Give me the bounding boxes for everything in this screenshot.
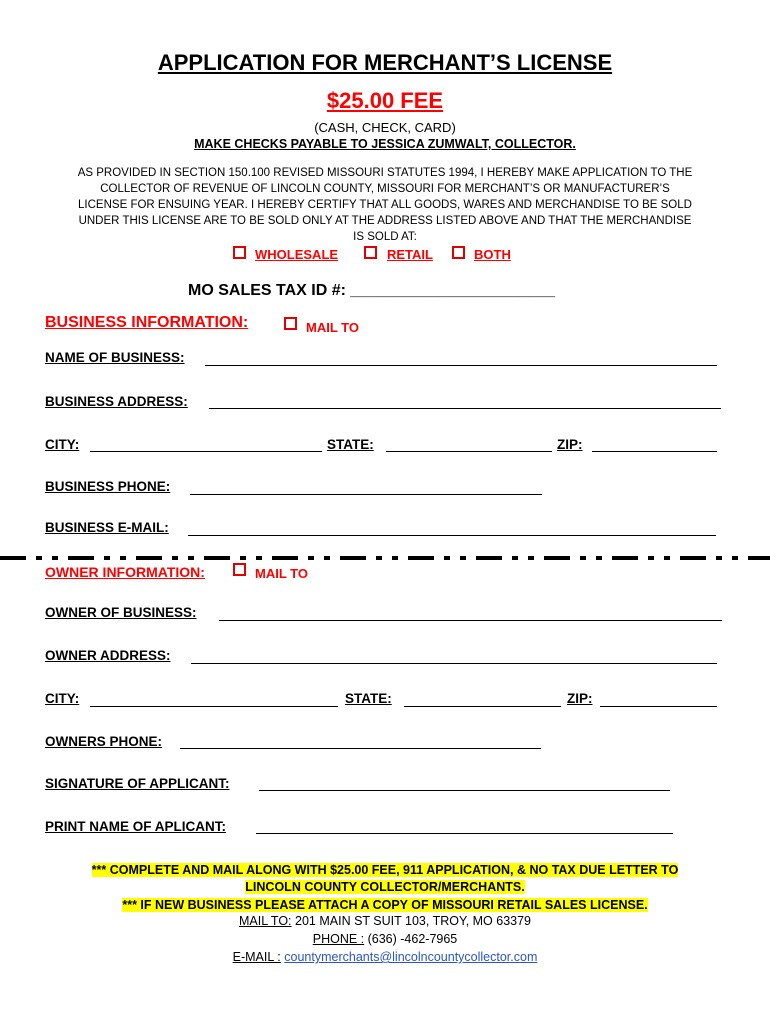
owner-zip-label: ZIP: bbox=[567, 691, 593, 706]
business-state-label: STATE: bbox=[327, 437, 374, 452]
business-phone-label: BUSINESS PHONE: bbox=[45, 479, 171, 494]
owner-phone-field[interactable] bbox=[180, 748, 541, 749]
footer-notice-1 bbox=[0, 861, 770, 879]
business-address-label: BUSINESS ADDRESS: bbox=[45, 394, 188, 409]
tax-id-label: MO SALES TAX ID #: bbox=[188, 282, 346, 299]
mail-to-row bbox=[0, 914, 770, 928]
business-city-field[interactable] bbox=[90, 451, 322, 452]
owner-zip-field[interactable] bbox=[600, 706, 717, 707]
statement-line: AS PROVIDED IN SECTION 150.100 REVISED MISSOURI STATUTES 1994, I HEREBY MAKE APPLICATION TO THE bbox=[77, 167, 693, 179]
owner-state-label: STATE: bbox=[345, 691, 392, 706]
statement-line: IS SOLD AT: bbox=[353, 231, 417, 243]
wholesale-label: WHOLESALE bbox=[255, 247, 339, 262]
tax-id-row bbox=[188, 282, 555, 300]
form-title: APPLICATION FOR MERCHANT’S LICENSE bbox=[157, 50, 613, 75]
fee-amount: $25.00 FEE bbox=[326, 88, 444, 113]
business-zip-label: ZIP: bbox=[557, 437, 583, 452]
owner-city-label: CITY: bbox=[45, 691, 80, 706]
retail-checkbox[interactable] bbox=[364, 246, 377, 259]
owner-state-field[interactable] bbox=[404, 706, 561, 707]
signature-field[interactable] bbox=[259, 790, 670, 791]
owner-city-field[interactable] bbox=[90, 706, 338, 707]
business-name-label: NAME OF BUSINESS: bbox=[45, 350, 185, 365]
business-state-field[interactable] bbox=[386, 451, 552, 452]
notice-line: *** IF NEW BUSINESS PLEASE ATTACH A COPY OF MISSOURI RETAIL SALES LICENSE. bbox=[122, 898, 648, 912]
print-name-label: PRINT NAME OF APLICANT: bbox=[45, 819, 226, 834]
phone-label: PHONE : bbox=[312, 932, 365, 946]
business-name-field[interactable] bbox=[205, 365, 717, 366]
phone-value: (636) -462-7965 bbox=[364, 932, 458, 946]
retail-label: RETAIL bbox=[387, 247, 433, 262]
business-address-field[interactable] bbox=[209, 408, 721, 409]
signature-label: SIGNATURE OF APPLICANT: bbox=[45, 776, 230, 791]
owner-mail-to-checkbox[interactable] bbox=[233, 563, 246, 576]
business-city-label: CITY: bbox=[45, 437, 80, 452]
owner-address-label: OWNER ADDRESS: bbox=[45, 648, 171, 663]
both-label: BOTH bbox=[474, 247, 511, 262]
owner-name-label: OWNER OF BUSINESS: bbox=[45, 605, 197, 620]
business-phone-field[interactable] bbox=[190, 494, 542, 495]
business-zip-field[interactable] bbox=[592, 451, 717, 452]
notice-line: LINCOLN COUNTY COLLECTOR/MERCHANTS. bbox=[245, 880, 525, 894]
license-statement bbox=[40, 165, 730, 245]
owner-name-field[interactable] bbox=[219, 620, 722, 621]
phone-row bbox=[0, 932, 770, 946]
business-email-field[interactable] bbox=[188, 535, 716, 536]
print-name-field[interactable] bbox=[256, 833, 673, 834]
statement-line: COLLECTOR OF REVENUE OF LINCOLN COUNTY, MISSOURI FOR MERCHANT’S OR MANUFACTURER’S bbox=[100, 183, 670, 195]
section-separator bbox=[0, 548, 770, 554]
statement-line: LICENSE FOR ENSUING YEAR. I HEREBY CERTIFY THAT ALL GOODS, WARES AND MERCHANDISE TO BE SOLD bbox=[78, 199, 692, 211]
mail-to-label: MAIL TO: bbox=[238, 914, 292, 928]
checks-payable-note: MAKE CHECKS PAYABLE TO JESSICA ZUMWALT, COLLECTOR. bbox=[194, 137, 576, 151]
tax-id-blank[interactable]: _______________________ bbox=[350, 282, 556, 299]
email-label: E-MAIL : bbox=[232, 950, 281, 964]
footer-notice-1b bbox=[0, 878, 770, 896]
statement-line: UNDER THIS LICENSE ARE TO BE SOLD ONLY AT THE ADDRESS LISTED ABOVE AND THAT THE MERCHANDISE bbox=[78, 215, 692, 227]
wholesale-checkbox[interactable] bbox=[233, 246, 246, 259]
owner-mail-to-label: MAIL TO bbox=[255, 566, 308, 581]
business-email-label: BUSINESS E-MAIL: bbox=[45, 520, 169, 535]
mail-address: 201 MAIN ST SUIT 103, TROY, MO 63379 bbox=[291, 914, 532, 928]
owner-phone-label: OWNERS PHONE: bbox=[45, 734, 163, 749]
payment-methods: (CASH, CHECK, CARD) bbox=[314, 120, 456, 135]
business-mail-to-label: MAIL TO bbox=[306, 320, 359, 335]
email-row bbox=[0, 950, 770, 964]
owner-info-heading: OWNER INFORMATION: bbox=[45, 564, 205, 580]
both-checkbox[interactable] bbox=[452, 246, 465, 259]
separator-line bbox=[0, 555, 770, 561]
business-mail-to-checkbox[interactable] bbox=[284, 317, 297, 330]
owner-address-field[interactable] bbox=[191, 663, 717, 664]
notice-line: *** COMPLETE AND MAIL ALONG WITH $25.00 FEE, 911 APPLICATION, & NO TAX DUE LETTER TO bbox=[91, 863, 679, 877]
email-link[interactable]: countymerchants@lincolncountycollector.com bbox=[284, 950, 538, 964]
footer-notice-2 bbox=[0, 896, 770, 914]
business-info-heading: BUSINESS INFORMATION: bbox=[45, 314, 249, 331]
